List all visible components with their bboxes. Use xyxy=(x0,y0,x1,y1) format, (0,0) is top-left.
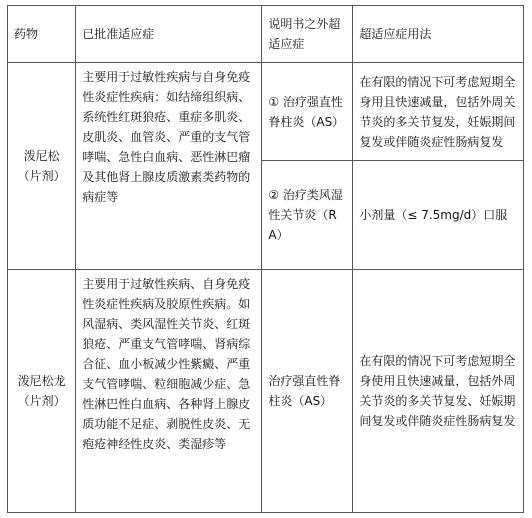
table-header-row xyxy=(8,6,524,63)
header-approved-indications: 已批准适应症 xyxy=(76,6,262,63)
off-label-indication-cell: ① 治疗强直性脊柱炎（AS） xyxy=(262,63,353,161)
off-label-drug-table xyxy=(7,5,524,513)
header-drug: 药物 xyxy=(8,6,76,63)
off-label-usage-cell: 小剂量（≤ 7.5mg/d）口服 xyxy=(353,161,524,270)
drug-form: （片剂） xyxy=(17,394,66,408)
off-label-indication-cell: ② 治疗类风湿性关节炎（RA） xyxy=(262,161,353,270)
header-off-label-indications: 说明书之外超适应症 xyxy=(262,6,353,63)
drug-form: （片剂） xyxy=(17,169,66,183)
table-row xyxy=(8,63,524,161)
approved-indications-cell: 主要用于过敏性疾病、自身免疫性炎症性疾病及胶原性疾病。如风湿病、类风湿性关节炎、红斑狼疮、严重支气管哮喘、肾病综合征、血小板减少性紫癜、严重支气管哮喘、粒细胞减少症、急性淋巴性白血病、各种肾上腺皮质功能不足症、剥脱性皮炎、无疱疮神经性皮炎、类湿疹等 xyxy=(76,270,262,513)
off-label-usage-cell: 在有限的情况下可考虑短期全身使用且快速减量，包括外周关节炎的多关节复发、妊娠期间复发或伴随炎症性肠病复发 xyxy=(353,270,524,513)
drug-cell xyxy=(8,63,76,270)
drug-name: 泼尼松龙 xyxy=(17,374,66,388)
drug-cell xyxy=(8,270,76,513)
drug-name: 泼尼松 xyxy=(23,149,60,163)
header-off-label-usage: 超适应症用法 xyxy=(353,6,524,63)
off-label-indication-cell: 治疗强直性脊柱炎（AS） xyxy=(262,270,353,513)
table-row xyxy=(8,270,524,513)
approved-indications-cell: 主要用于过敏性疾病与自身免疫性炎症性疾病：如结缔组织病、系统性红斑狼疮、重症多肌炎、皮肌炎、血管炎、严重的支气管哮喘、急性白血病、恶性淋巴瘤及其他肾上腺皮质激素类药物的病症等 xyxy=(76,63,262,270)
off-label-usage-cell: 在有限的情况下可考虑短期全身用且快速减量，包括外周关节炎的多关节复发，妊娠期间复发或伴随炎症性肠病复发 xyxy=(353,63,524,161)
